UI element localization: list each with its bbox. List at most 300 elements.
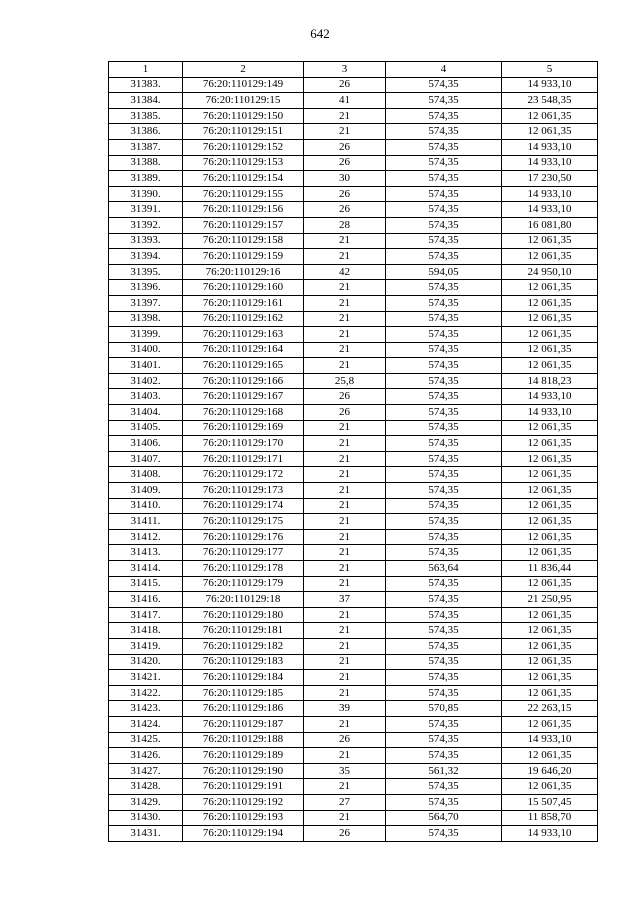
rate-cell: 574,35 [386,779,502,795]
area-cell: 26 [304,77,386,93]
rate-cell: 574,35 [386,716,502,732]
amount-cell: 14 933,10 [502,826,598,842]
row-number-cell: 31417. [109,607,183,623]
table-row [109,498,598,514]
rate-cell: 574,35 [386,342,502,358]
cadastral-number-cell: 76:20:110129:172 [183,467,304,483]
rate-cell: 574,35 [386,654,502,670]
area-cell: 21 [304,295,386,311]
rate-cell: 570,85 [386,701,502,717]
table-row [109,139,598,155]
area-cell: 26 [304,202,386,218]
table-row [109,576,598,592]
rate-cell: 574,35 [386,389,502,405]
row-number-cell: 31387. [109,139,183,155]
cadastral-number-cell: 76:20:110129:194 [183,826,304,842]
amount-cell: 22 263,15 [502,701,598,717]
cadastral-number-cell: 76:20:110129:165 [183,358,304,374]
row-number-cell: 31428. [109,779,183,795]
cadastral-number-cell: 76:20:110129:164 [183,342,304,358]
amount-cell: 12 061,35 [502,576,598,592]
area-cell: 27 [304,794,386,810]
row-number-cell: 31430. [109,810,183,826]
row-number-cell: 31403. [109,389,183,405]
rate-cell: 574,35 [386,233,502,249]
row-number-cell: 31386. [109,124,183,140]
cadastral-number-cell: 76:20:110129:183 [183,654,304,670]
amount-cell: 14 933,10 [502,732,598,748]
table-row [109,654,598,670]
amount-cell: 12 061,35 [502,124,598,140]
cadastral-number-cell: 76:20:110129:190 [183,763,304,779]
rate-cell: 574,35 [386,670,502,686]
area-cell: 21 [304,451,386,467]
rate-cell: 574,35 [386,467,502,483]
table-row [109,436,598,452]
row-number-cell: 31405. [109,420,183,436]
row-number-cell: 31407. [109,451,183,467]
area-cell: 26 [304,389,386,405]
table-body [109,77,598,841]
area-cell: 26 [304,405,386,421]
column-header-3: 3 [304,62,386,78]
area-cell: 39 [304,701,386,717]
table-row [109,794,598,810]
row-number-cell: 31411. [109,514,183,530]
row-number-cell: 31413. [109,545,183,561]
row-number-cell: 31414. [109,561,183,577]
amount-cell: 12 061,35 [502,529,598,545]
rate-cell: 574,35 [386,748,502,764]
amount-cell: 12 061,35 [502,233,598,249]
row-number-cell: 31416. [109,592,183,608]
rate-cell: 574,35 [386,93,502,109]
rate-cell: 574,35 [386,155,502,171]
table-row [109,342,598,358]
rate-cell: 574,35 [386,77,502,93]
cadastral-number-cell: 76:20:110129:16 [183,264,304,280]
table-row [109,545,598,561]
table-row [109,529,598,545]
area-cell: 21 [304,654,386,670]
cadastral-number-cell: 76:20:110129:154 [183,171,304,187]
area-cell: 42 [304,264,386,280]
cadastral-number-cell: 76:20:110129:173 [183,483,304,499]
cadastral-number-cell: 76:20:110129:160 [183,280,304,296]
cadastral-number-cell: 76:20:110129:158 [183,233,304,249]
area-cell: 21 [304,327,386,343]
table-row [109,327,598,343]
area-cell: 21 [304,358,386,374]
cadastral-number-cell: 76:20:110129:171 [183,451,304,467]
area-cell: 21 [304,311,386,327]
rate-cell: 574,35 [386,358,502,374]
amount-cell: 14 933,10 [502,405,598,421]
row-number-cell: 31384. [109,93,183,109]
amount-cell: 12 061,35 [502,327,598,343]
row-number-cell: 31390. [109,186,183,202]
table-row [109,202,598,218]
rate-cell: 574,35 [386,732,502,748]
amount-cell: 21 250,95 [502,592,598,608]
table-row [109,716,598,732]
rate-cell: 574,35 [386,607,502,623]
cadastral-number-cell: 76:20:110129:187 [183,716,304,732]
amount-cell: 14 933,10 [502,77,598,93]
table-row [109,451,598,467]
amount-cell: 24 950,10 [502,264,598,280]
row-number-cell: 31431. [109,826,183,842]
amount-cell: 12 061,35 [502,295,598,311]
rate-cell: 574,35 [386,280,502,296]
row-number-cell: 31393. [109,233,183,249]
table-row [109,763,598,779]
cadastral-number-cell: 76:20:110129:168 [183,405,304,421]
amount-cell: 14 933,10 [502,155,598,171]
rate-cell: 574,35 [386,420,502,436]
row-number-cell: 31427. [109,763,183,779]
rate-cell: 574,35 [386,794,502,810]
table-row [109,810,598,826]
cadastral-number-cell: 76:20:110129:150 [183,108,304,124]
table-row [109,638,598,654]
amount-cell: 16 081,80 [502,217,598,233]
cadastral-number-cell: 76:20:110129:192 [183,794,304,810]
table-row [109,405,598,421]
rate-cell: 574,35 [386,124,502,140]
amount-cell: 12 061,35 [502,607,598,623]
amount-cell: 12 061,35 [502,514,598,530]
amount-cell: 12 061,35 [502,670,598,686]
rate-cell: 574,35 [386,483,502,499]
rate-cell: 574,35 [386,514,502,530]
rate-cell: 574,35 [386,108,502,124]
row-number-cell: 31397. [109,295,183,311]
data-table [108,61,598,842]
cadastral-number-cell: 76:20:110129:176 [183,529,304,545]
row-number-cell: 31429. [109,794,183,810]
row-number-cell: 31409. [109,483,183,499]
table-row [109,732,598,748]
table-row [109,389,598,405]
amount-cell: 12 061,35 [502,358,598,374]
area-cell: 21 [304,342,386,358]
amount-cell: 12 061,35 [502,498,598,514]
row-number-cell: 31385. [109,108,183,124]
cadastral-number-cell: 76:20:110129:162 [183,311,304,327]
column-header-1: 1 [109,62,183,78]
amount-cell: 12 061,35 [502,638,598,654]
area-cell: 26 [304,732,386,748]
cadastral-number-cell: 76:20:110129:161 [183,295,304,311]
amount-cell: 12 061,35 [502,545,598,561]
row-number-cell: 31392. [109,217,183,233]
amount-cell: 12 061,35 [502,108,598,124]
table-row [109,108,598,124]
table-row [109,514,598,530]
cadastral-number-cell: 76:20:110129:170 [183,436,304,452]
row-number-cell: 31425. [109,732,183,748]
area-cell: 21 [304,436,386,452]
rate-cell: 563,64 [386,561,502,577]
row-number-cell: 31389. [109,171,183,187]
amount-cell: 11 858,70 [502,810,598,826]
row-number-cell: 31402. [109,373,183,389]
cadastral-number-cell: 76:20:110129:189 [183,748,304,764]
cadastral-number-cell: 76:20:110129:179 [183,576,304,592]
amount-cell: 12 061,35 [502,716,598,732]
row-number-cell: 31421. [109,670,183,686]
table-row [109,779,598,795]
table-row [109,826,598,842]
table-row [109,358,598,374]
table-row [109,171,598,187]
table-row [109,748,598,764]
area-cell: 41 [304,93,386,109]
area-cell: 21 [304,467,386,483]
cadastral-number-cell: 76:20:110129:163 [183,327,304,343]
rate-cell: 574,35 [386,217,502,233]
cadastral-number-cell: 76:20:110129:185 [183,685,304,701]
rate-cell: 574,35 [386,327,502,343]
cadastral-number-cell: 76:20:110129:155 [183,186,304,202]
table-row [109,233,598,249]
table-header-row [109,62,598,78]
row-number-cell: 31394. [109,249,183,265]
rate-cell: 594,05 [386,264,502,280]
table-row [109,264,598,280]
cadastral-number-cell: 76:20:110129:180 [183,607,304,623]
rate-cell: 574,35 [386,498,502,514]
area-cell: 26 [304,139,386,155]
column-header-5: 5 [502,62,598,78]
table-row [109,467,598,483]
table-row [109,373,598,389]
amount-cell: 23 548,35 [502,93,598,109]
amount-cell: 14 933,10 [502,202,598,218]
amount-cell: 12 061,35 [502,280,598,296]
row-number-cell: 31410. [109,498,183,514]
row-number-cell: 31418. [109,623,183,639]
cadastral-number-cell: 76:20:110129:182 [183,638,304,654]
rate-cell: 574,35 [386,638,502,654]
area-cell: 21 [304,607,386,623]
area-cell: 21 [304,420,386,436]
table-row [109,295,598,311]
rate-cell: 574,35 [386,436,502,452]
rate-cell: 574,35 [386,186,502,202]
cadastral-number-cell: 76:20:110129:184 [183,670,304,686]
cadastral-number-cell: 76:20:110129:151 [183,124,304,140]
area-cell: 21 [304,623,386,639]
table-row [109,607,598,623]
row-number-cell: 31399. [109,327,183,343]
rate-cell: 574,35 [386,529,502,545]
rate-cell: 574,35 [386,405,502,421]
area-cell: 21 [304,249,386,265]
row-number-cell: 31383. [109,77,183,93]
rate-cell: 574,35 [386,139,502,155]
area-cell: 21 [304,280,386,296]
amount-cell: 14 933,10 [502,186,598,202]
rate-cell: 574,35 [386,826,502,842]
area-cell: 25,8 [304,373,386,389]
area-cell: 21 [304,576,386,592]
cadastral-number-cell: 76:20:110129:15 [183,93,304,109]
table-row [109,124,598,140]
row-number-cell: 31422. [109,685,183,701]
table-row [109,670,598,686]
cadastral-number-cell: 76:20:110129:177 [183,545,304,561]
cadastral-number-cell: 76:20:110129:193 [183,810,304,826]
amount-cell: 14 933,10 [502,389,598,405]
area-cell: 30 [304,171,386,187]
row-number-cell: 31398. [109,311,183,327]
amount-cell: 12 061,35 [502,654,598,670]
area-cell: 21 [304,124,386,140]
area-cell: 21 [304,716,386,732]
table-row [109,77,598,93]
table-row [109,280,598,296]
rate-cell: 574,35 [386,249,502,265]
table-row [109,592,598,608]
row-number-cell: 31415. [109,576,183,592]
amount-cell: 12 061,35 [502,249,598,265]
area-cell: 28 [304,217,386,233]
amount-cell: 14 933,10 [502,139,598,155]
area-cell: 21 [304,670,386,686]
rate-cell: 574,35 [386,171,502,187]
table-row [109,155,598,171]
row-number-cell: 31406. [109,436,183,452]
area-cell: 26 [304,186,386,202]
amount-cell: 12 061,35 [502,342,598,358]
cadastral-number-cell: 76:20:110129:166 [183,373,304,389]
cadastral-number-cell: 76:20:110129:152 [183,139,304,155]
cadastral-number-cell: 76:20:110129:159 [183,249,304,265]
row-number-cell: 31412. [109,529,183,545]
area-cell: 21 [304,685,386,701]
amount-cell: 12 061,35 [502,420,598,436]
area-cell: 21 [304,545,386,561]
row-number-cell: 31400. [109,342,183,358]
table-row [109,249,598,265]
table-row [109,561,598,577]
amount-cell: 17 230,50 [502,171,598,187]
row-number-cell: 31391. [109,202,183,218]
area-cell: 21 [304,810,386,826]
cadastral-number-cell: 76:20:110129:157 [183,217,304,233]
cadastral-number-cell: 76:20:110129:178 [183,561,304,577]
row-number-cell: 31423. [109,701,183,717]
rate-cell: 574,35 [386,545,502,561]
table-row [109,93,598,109]
area-cell: 21 [304,498,386,514]
table-row [109,701,598,717]
area-cell: 21 [304,514,386,530]
rate-cell: 564,70 [386,810,502,826]
table-row [109,217,598,233]
row-number-cell: 31395. [109,264,183,280]
rate-cell: 574,35 [386,373,502,389]
rate-cell: 561,32 [386,763,502,779]
area-cell: 37 [304,592,386,608]
rate-cell: 574,35 [386,592,502,608]
row-number-cell: 31408. [109,467,183,483]
rate-cell: 574,35 [386,685,502,701]
cadastral-number-cell: 76:20:110129:174 [183,498,304,514]
row-number-cell: 31404. [109,405,183,421]
cadastral-number-cell: 76:20:110129:191 [183,779,304,795]
amount-cell: 12 061,35 [502,748,598,764]
cadastral-number-cell: 76:20:110129:156 [183,202,304,218]
amount-cell: 12 061,35 [502,451,598,467]
table-row [109,311,598,327]
amount-cell: 12 061,35 [502,311,598,327]
table-row [109,186,598,202]
row-number-cell: 31424. [109,716,183,732]
row-number-cell: 31419. [109,638,183,654]
cadastral-number-cell: 76:20:110129:186 [183,701,304,717]
column-header-2: 2 [183,62,304,78]
amount-cell: 12 061,35 [502,467,598,483]
area-cell: 21 [304,108,386,124]
area-cell: 21 [304,561,386,577]
cadastral-number-cell: 76:20:110129:167 [183,389,304,405]
amount-cell: 15 507,45 [502,794,598,810]
table-row [109,483,598,499]
area-cell: 21 [304,748,386,764]
cadastral-number-cell: 76:20:110129:188 [183,732,304,748]
row-number-cell: 31401. [109,358,183,374]
area-cell: 21 [304,638,386,654]
rate-cell: 574,35 [386,451,502,467]
rate-cell: 574,35 [386,202,502,218]
row-number-cell: 31396. [109,280,183,296]
table-row [109,623,598,639]
amount-cell: 11 836,44 [502,561,598,577]
cadastral-number-cell: 76:20:110129:175 [183,514,304,530]
amount-cell: 12 061,35 [502,436,598,452]
cadastral-number-cell: 76:20:110129:169 [183,420,304,436]
table-row [109,420,598,436]
rate-cell: 574,35 [386,311,502,327]
amount-cell: 12 061,35 [502,779,598,795]
row-number-cell: 31420. [109,654,183,670]
row-number-cell: 31388. [109,155,183,171]
cadastral-number-cell: 76:20:110129:18 [183,592,304,608]
area-cell: 26 [304,826,386,842]
cadastral-number-cell: 76:20:110129:149 [183,77,304,93]
rate-cell: 574,35 [386,295,502,311]
amount-cell: 12 061,35 [502,623,598,639]
amount-cell: 19 646,20 [502,763,598,779]
amount-cell: 12 061,35 [502,483,598,499]
rate-cell: 574,35 [386,576,502,592]
cadastral-number-cell: 76:20:110129:153 [183,155,304,171]
rate-cell: 574,35 [386,623,502,639]
table-row [109,685,598,701]
row-number-cell: 31426. [109,748,183,764]
amount-cell: 12 061,35 [502,685,598,701]
area-cell: 21 [304,529,386,545]
cadastral-number-cell: 76:20:110129:181 [183,623,304,639]
area-cell: 21 [304,233,386,249]
area-cell: 26 [304,155,386,171]
area-cell: 21 [304,779,386,795]
column-header-4: 4 [386,62,502,78]
area-cell: 35 [304,763,386,779]
